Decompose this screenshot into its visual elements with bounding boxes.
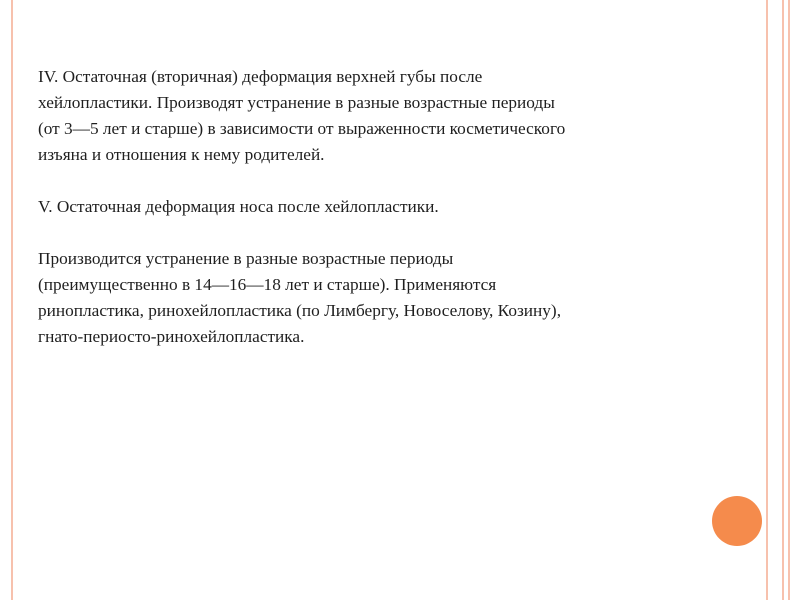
paragraph-treatment-methods: Производится устранение в разные возрастные периоды (преимущественно в 14—16—18 лет и старше). Применяются ринопластика, ринохейлопластика (по Лимбергу, Новоселову, Козину), гнато-периосто-ринохейлопластика.: [38, 249, 562, 346]
paragraph-lip-deformation: IV. Остаточная (вторичная) деформация верхней губы после хейлопластики. Производят устранение в разные возрастные периоды (от 3—5 лет и старше) в зависимости от выраженности косметического изъяна и отношения к нему родителей.: [38, 67, 566, 164]
left-frame-line: [11, 0, 13, 600]
right-frame-line-inner: [766, 0, 768, 600]
right-frame-line-outer: [788, 0, 790, 600]
slide-body: [38, 64, 750, 376]
right-frame-line-middle: [782, 0, 784, 600]
paragraph-nose-deformation: V. Остаточная деформация носа после хейлопластики.: [38, 197, 439, 216]
orange-circle-decoration: [712, 496, 762, 546]
